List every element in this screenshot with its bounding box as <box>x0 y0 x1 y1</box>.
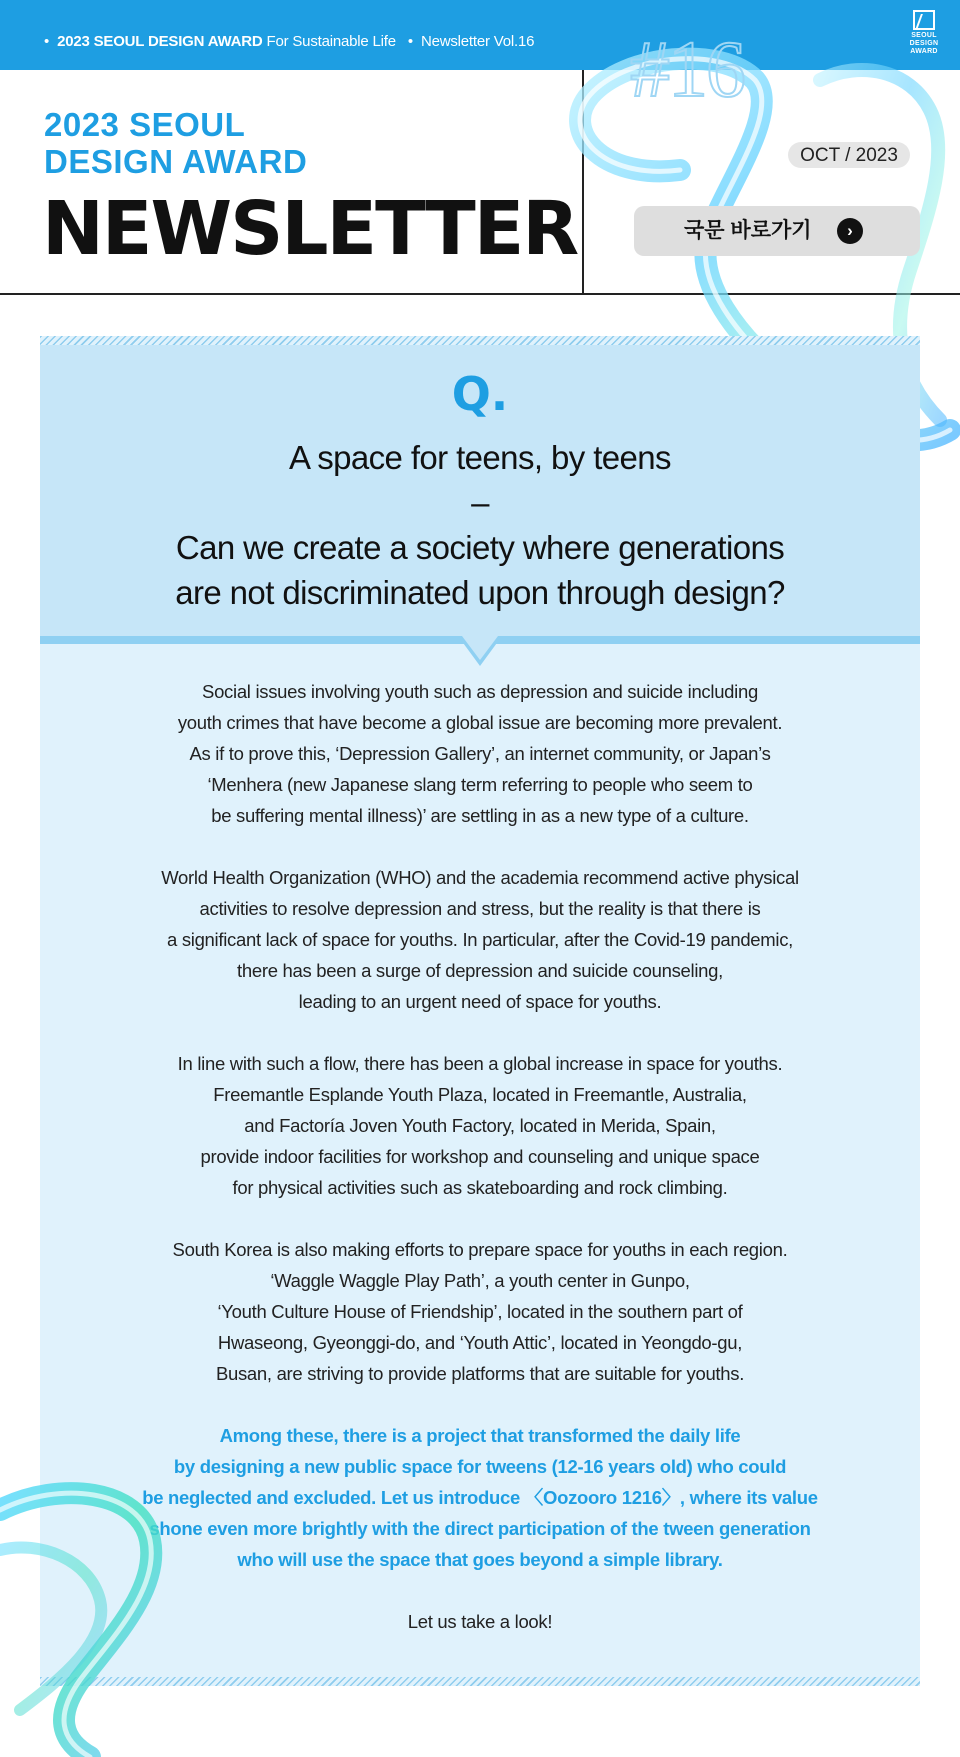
paragraph-line: provide indoor facilities for workshop and counseling and unique space <box>200 1146 760 1167</box>
issue-date-badge: OCT / 2023 <box>788 142 910 168</box>
newsletter-header <box>0 70 960 295</box>
question-box <box>40 345 920 636</box>
question-line-2: – <box>471 484 489 521</box>
topbar-issue: Newsletter Vol.16 <box>420 33 535 50</box>
brand-line-1: 2023 SEOUL <box>44 106 246 143</box>
paragraph-line: As if to prove this, ‘Depression Gallery’, an internet community, or Japan’s <box>189 743 771 764</box>
paragraph-line: youth crimes that have become a global issue are becoming more prevalent. <box>177 712 783 733</box>
article-card <box>40 336 920 1686</box>
chevron-right-icon: › <box>837 218 863 244</box>
topbar-tagline: For Sustainable Life <box>266 33 396 50</box>
paragraph-line: there has been a surge of depression and suicide counseling, <box>237 960 723 981</box>
paragraph-line: Among these, there is a project that transformed the daily life <box>219 1425 741 1446</box>
paragraph-line: by designing a new public space for tweens (12-16 years old) who could <box>173 1456 787 1477</box>
paragraph-line: who will use the space that goes beyond a simple library. <box>237 1549 723 1570</box>
paragraph-line: Hwaseong, Gyeonggi-do, and ‘Youth Attic’, located in Yeongdo-gu, <box>217 1332 743 1353</box>
logo-mark-icon <box>913 10 935 30</box>
article-body <box>40 676 920 1668</box>
newsletter-title: NEWSLETTER <box>42 186 578 272</box>
top-bar <box>0 0 960 70</box>
paragraph-line: for physical activities such as skateboarding and rock climbing. <box>232 1177 728 1198</box>
issue-number: #16 <box>630 26 744 114</box>
seoul-design-award-logo[interactable] <box>902 10 946 62</box>
brand-title <box>44 106 307 180</box>
header-divider <box>582 70 584 293</box>
paragraph-closing <box>40 1606 920 1637</box>
paragraph-3 <box>40 1048 920 1203</box>
question-line-1: A space for teens, by teens <box>289 439 671 476</box>
brand-line-2: DESIGN AWARD <box>44 143 308 180</box>
paragraph-4 <box>40 1234 920 1389</box>
paragraph-line: and Factoría Joven Youth Factory, located in Merida, Spain, <box>244 1115 716 1136</box>
topbar-separator: • <box>407 33 413 50</box>
stripe-top <box>40 336 920 345</box>
paragraph-line: Busan, are striving to provide platforms that are suitable for youths. <box>215 1363 745 1384</box>
paragraph-line: South Korea is also making efforts to prepare space for youths in each region. <box>172 1239 788 1260</box>
logo-line-2: DESIGN <box>909 40 939 47</box>
question-line-4: are not discriminated upon through design? <box>175 574 785 611</box>
paragraph-1 <box>40 676 920 831</box>
paragraph-line: activities to resolve depression and stress, but the reality is that there is <box>199 898 761 919</box>
paragraph-line: ‘Youth Culture House of Friendship’, located in the southern part of <box>217 1301 743 1322</box>
paragraph-line: ‘Menhera (new Japanese slang term referring to people who seem to <box>207 774 753 795</box>
paragraph-line: Freemantle Esplande Youth Plaza, located in Freemantle, Australia, <box>213 1084 747 1105</box>
paragraph-line: a significant lack of space for youths. In particular, after the Covid-19 pandemic, <box>166 929 794 950</box>
paragraph-line: leading to an urgent need of space for youths. <box>298 991 662 1012</box>
question-line-3: Can we create a society where generations <box>175 529 785 566</box>
paragraph-line: ‘Waggle Waggle Play Path’, a youth center in Gunpo, <box>270 1270 690 1291</box>
paragraph-line: In line with such a flow, there has been a global increase in space for youths. <box>177 1053 783 1074</box>
question-notch-inner <box>462 636 498 660</box>
question-mark: Q. <box>451 367 509 421</box>
question-text <box>40 435 920 615</box>
paragraph-highlight <box>40 1420 920 1575</box>
paragraph-line: shone even more brightly with the direct participation of the tween generation <box>149 1518 811 1539</box>
korean-version-button[interactable] <box>634 206 920 256</box>
paragraph-line: Social issues involving youth such as depression and suicide including <box>202 681 758 702</box>
logo-line-3: AWARD <box>910 48 938 55</box>
paragraph-line: World Health Organization (WHO) and the academia recommend active physical <box>161 867 799 888</box>
closing-line: Let us take a look! <box>407 1611 553 1632</box>
paragraph-2 <box>40 862 920 1017</box>
topbar-text <box>44 33 534 50</box>
logo-line-1: SEOUL <box>911 32 937 39</box>
topbar-award: 2023 SEOUL DESIGN AWARD <box>57 33 263 50</box>
paragraph-line: be suffering mental illness)’ are settling in as a new type of a culture. <box>211 805 749 826</box>
topbar-bullet: • <box>44 33 50 50</box>
korean-version-label: 국문 바로가기 <box>684 219 812 242</box>
stripe-bottom <box>40 1677 920 1686</box>
paragraph-line: be neglected and excluded. Let us introduce 〈Oozooro 1216〉, where its value <box>142 1487 818 1508</box>
